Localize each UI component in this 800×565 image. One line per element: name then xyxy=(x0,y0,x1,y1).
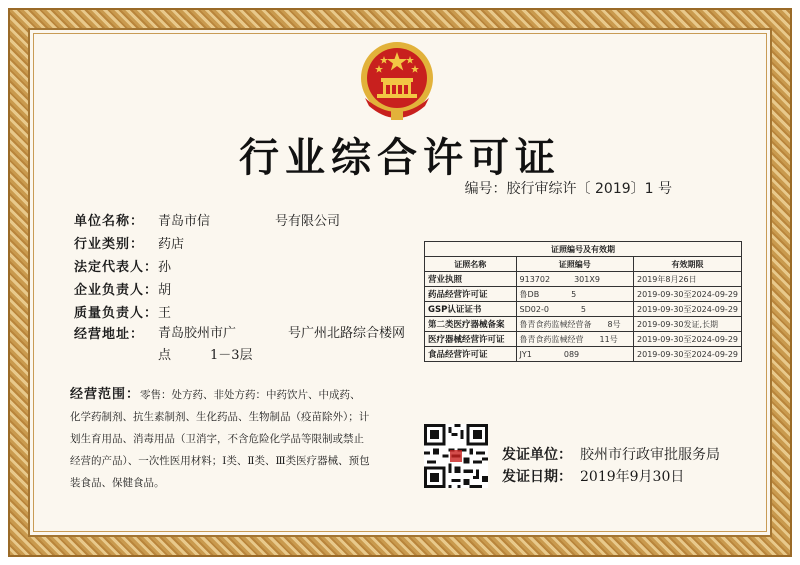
cert-validity: 2019-09-30发证,长期 xyxy=(634,317,742,332)
cert-number: SD02-0 5 xyxy=(516,302,633,317)
legal-rep-row xyxy=(74,254,414,277)
document-number: 编号：胶行审综许〔 2019〕1 号 xyxy=(464,181,672,197)
cert-name: 第二类医疗器械备案 xyxy=(425,317,517,332)
unit-name-value: 青岛市信 号有限公司 xyxy=(158,214,341,229)
header-validity: 有效期限 xyxy=(634,257,742,272)
qr-code-icon xyxy=(424,424,488,488)
unit-name-row xyxy=(74,208,414,231)
licensee-fields xyxy=(74,208,414,363)
cert-validity: 2019-09-30至2024-09-29 xyxy=(634,287,742,302)
business-scope xyxy=(70,384,370,494)
quality-head-value: 王 xyxy=(158,306,172,321)
legal-rep-label: 法定代表人： xyxy=(74,260,159,275)
cert-validity: 2019-09-30至2024-09-29 xyxy=(634,302,742,317)
table-row xyxy=(425,272,742,287)
legal-rep-value: 孙 xyxy=(158,260,172,275)
unit-name-label: 单位名称： xyxy=(74,214,145,229)
cert-name: 药品经营许可证 xyxy=(425,287,517,302)
cert-number: 鲁青食药监械经营备 8号 xyxy=(516,317,633,332)
header-cert-number: 证照编号 xyxy=(516,257,633,272)
table-row xyxy=(425,317,742,332)
address-label: 经营地址： xyxy=(74,327,145,342)
industry-value: 药店 xyxy=(158,237,185,252)
issuer-unit-row xyxy=(502,444,720,466)
address-value: 青岛胶州市广 号广州北路综合楼网点 1－3层 xyxy=(158,326,406,363)
cert-name: 食品经营许可证 xyxy=(425,347,517,362)
table-row xyxy=(425,347,742,362)
national-emblem-icon xyxy=(355,38,439,126)
certificate-table xyxy=(424,241,742,362)
table-row xyxy=(425,287,742,302)
cert-name: 医疗器械经营许可证 xyxy=(425,332,517,347)
industry-row xyxy=(74,231,414,254)
issue-date-row xyxy=(502,466,720,488)
cert-number: JY1 089 xyxy=(516,347,633,362)
issue-date-value: 2019年9月30日 xyxy=(580,469,685,485)
cert-name: 营业执照 xyxy=(425,272,517,287)
quality-head-label: 质量负责人： xyxy=(74,306,159,321)
cert-validity: 2019年8月26日 xyxy=(634,272,742,287)
industry-label: 行业类别： xyxy=(74,237,145,252)
scope-text: 零售：处方药、非处方药：中药饮片、中成药、化学药制剂、抗生素制剂、生化药品、生物制品（疫苗除外）；计划生育用品、消毒用品（卫消字，不含危险化学品等限制或禁止经营的产品）、一次性医用材料；Ⅰ类、Ⅱ类、Ⅲ类医疗器械、预包装食品、保健食品。 xyxy=(70,389,370,489)
issue-date-label: 发证日期： xyxy=(502,469,572,485)
enterprise-head-label: 企业负责人： xyxy=(74,283,159,298)
cert-validity: 2019-09-30至2024-09-29 xyxy=(634,332,742,347)
certificate-title: 行业综合许可证 xyxy=(239,135,561,181)
cert-number: 鲁青食药监械经营 11号 xyxy=(516,332,633,347)
cert-validity: 2019-09-30至2024-09-29 xyxy=(634,347,742,362)
cert-number: 鲁DB 5 xyxy=(516,287,633,302)
header-cert-name: 证照名称 xyxy=(425,257,517,272)
enterprise-head-row xyxy=(74,277,414,300)
table-row xyxy=(425,332,742,347)
address-row xyxy=(74,323,414,363)
issuer-unit-label: 发证单位： xyxy=(502,447,572,463)
issuer-unit-value: 胶州市行政审批服务局 xyxy=(580,447,720,463)
cert-name: GSP认证证书 xyxy=(425,302,517,317)
table-caption: 证照编号及有效期 xyxy=(425,242,742,257)
enterprise-head-value: 胡 xyxy=(158,283,172,298)
scope-label: 经营范围： xyxy=(70,387,141,402)
quality-head-row xyxy=(74,300,414,323)
table-row xyxy=(425,302,742,317)
cert-number: 913702 301X9 xyxy=(516,272,633,287)
issuer-block xyxy=(502,444,720,488)
